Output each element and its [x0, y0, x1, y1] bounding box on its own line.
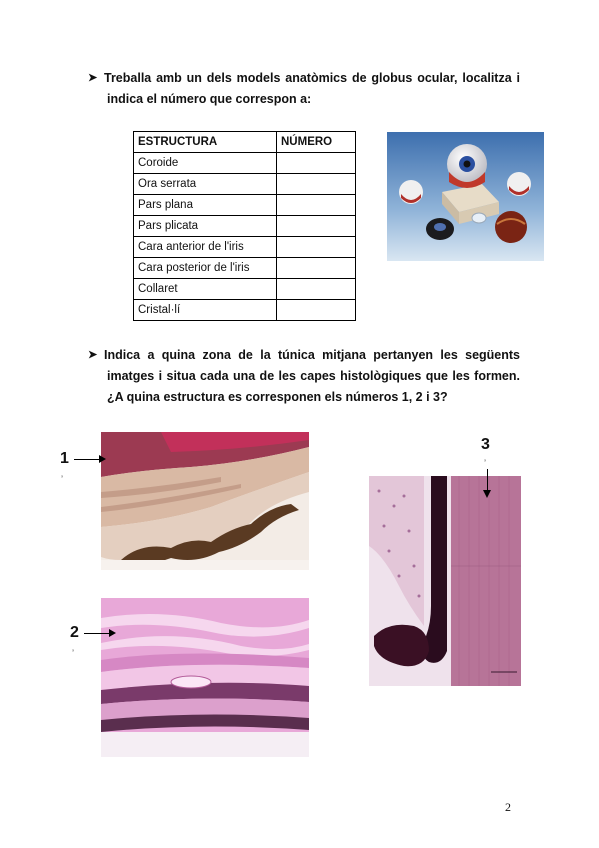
- tick-mark: ’: [72, 648, 74, 658]
- number-cell[interactable]: [277, 195, 356, 216]
- instruction-2: [88, 345, 520, 408]
- page-number: 2: [505, 800, 511, 814]
- table-row: [134, 279, 356, 300]
- histology-image-2-graphic: [101, 598, 309, 757]
- histology-image-1: [101, 432, 309, 570]
- table-row: [134, 216, 356, 237]
- number-cell[interactable]: [277, 279, 356, 300]
- number-cell[interactable]: [277, 258, 356, 279]
- number-cell[interactable]: [277, 153, 356, 174]
- arrow-1-head-icon: [99, 455, 106, 463]
- histology-image-1-graphic: [101, 432, 309, 570]
- table-row: [134, 153, 356, 174]
- instruction-2-line-2: imatges i situa cada una de les capes histològiques que les formen.: [107, 369, 520, 383]
- arrow-3-line: [487, 469, 488, 491]
- table-row: [134, 174, 356, 195]
- table-row: [134, 258, 356, 279]
- column-header-estructura: ESTRUCTURA: [134, 132, 277, 153]
- label-number-2: 2: [70, 624, 79, 641]
- instruction-1-line-2: indica el número que correspon a:: [107, 92, 312, 106]
- table-row: [134, 300, 356, 321]
- structure-table: [133, 131, 356, 321]
- arrow-2-line: [84, 633, 110, 634]
- row-label: Cara posterior de l'iris: [134, 258, 277, 279]
- eye-model-image: [387, 132, 544, 261]
- instruction-2-line-3: ¿A quina estructura es corresponen els números 1, 2 i 3?: [107, 390, 448, 404]
- arrow-1-line: [74, 459, 100, 460]
- row-label: Cara anterior de l'iris: [134, 237, 277, 258]
- row-label: Ora serrata: [134, 174, 277, 195]
- histology-image-2: [101, 598, 309, 757]
- row-label: Collaret: [134, 279, 277, 300]
- label-number-1: 1: [60, 450, 69, 467]
- instruction-1-line-1: Treballa amb un dels models anatòmics de globus ocular, localitza i: [104, 71, 520, 85]
- number-cell[interactable]: [277, 216, 356, 237]
- table-row: [134, 237, 356, 258]
- arrow-2-head-icon: [109, 629, 116, 637]
- instruction-2-line-1: Indica a quina zona de la túnica mitjana pertanyen les següents: [104, 348, 520, 362]
- label-number-3: 3: [481, 436, 490, 453]
- tick-mark: ’: [61, 474, 63, 484]
- arrow-3-head-icon: [483, 490, 491, 498]
- row-label: Cristal·lí: [134, 300, 277, 321]
- tick-mark: ’: [484, 458, 486, 468]
- arrow-bullet-icon: ➤: [88, 349, 98, 361]
- eye-model-photo: [387, 132, 544, 261]
- table-header-row: [134, 132, 356, 153]
- instruction-1: [88, 68, 520, 110]
- number-cell[interactable]: [277, 174, 356, 195]
- histology-image-3: [369, 476, 521, 686]
- histology-image-3-graphic: [369, 476, 521, 686]
- row-label: Pars plicata: [134, 216, 277, 237]
- number-cell[interactable]: [277, 300, 356, 321]
- row-label: Coroide: [134, 153, 277, 174]
- row-label: Pars plana: [134, 195, 277, 216]
- arrow-bullet-icon: ➤: [88, 72, 98, 84]
- column-header-numero: NÚMERO: [277, 132, 356, 153]
- table-row: [134, 195, 356, 216]
- number-cell[interactable]: [277, 237, 356, 258]
